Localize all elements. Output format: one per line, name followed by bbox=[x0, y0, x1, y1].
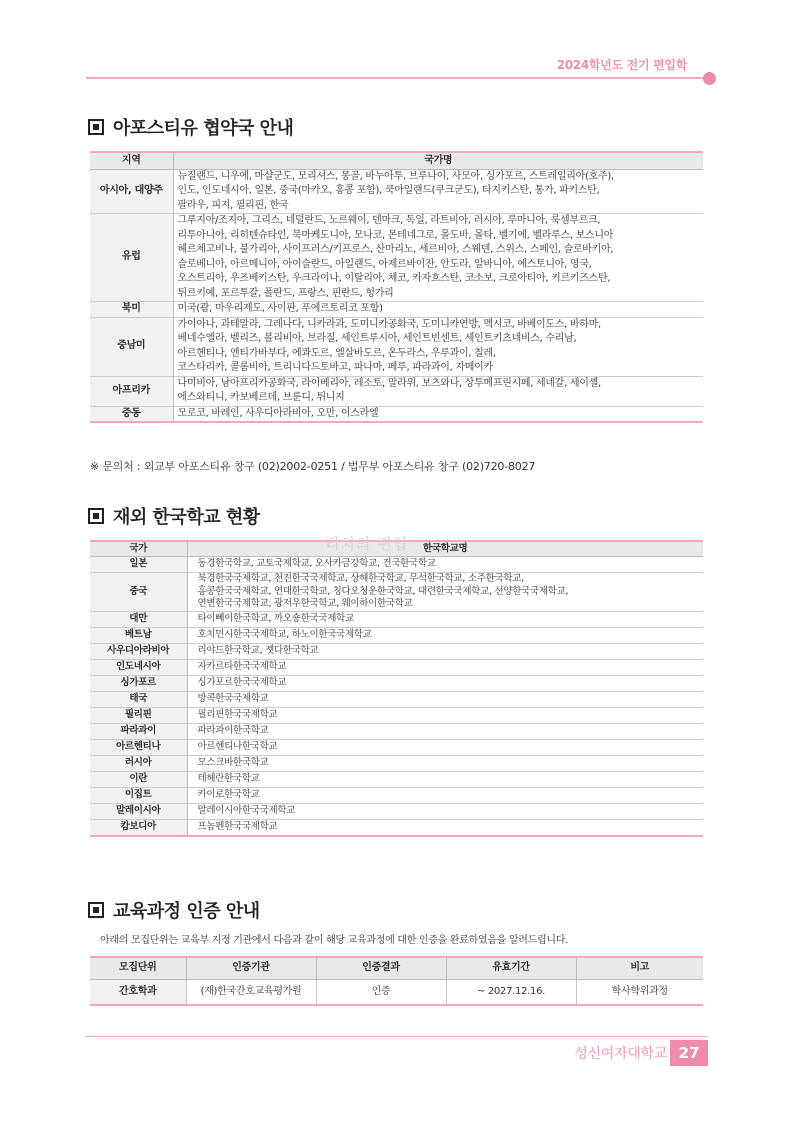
apostille-section-title bbox=[88, 114, 293, 140]
countries-cell bbox=[173, 376, 703, 406]
text-line: 아르헨티나한국학교 bbox=[197, 741, 278, 753]
schools-cell bbox=[187, 724, 703, 740]
text-line: 북경한국국제학교, 천진한국국제학교, 상해한국학교, 무석한국학교, 소주한국학교, bbox=[197, 572, 524, 584]
countries-cell bbox=[173, 302, 703, 318]
column-header-country: 국가 bbox=[90, 541, 187, 556]
text-line: 모로코, 바레인, 사우디아라비아, 오만, 이스라엘 bbox=[177, 407, 379, 419]
table-row bbox=[90, 644, 703, 660]
header-divider bbox=[86, 77, 708, 79]
country-cell: 대만 bbox=[90, 612, 187, 628]
table-row bbox=[90, 302, 703, 318]
text-line: 그루지아/조지아, 그리스, 네덜란드, 노르웨이, 덴마크, 독일, 라트비아, 러시아, 루마니아, 룩셈부르크, bbox=[177, 215, 601, 226]
table-row bbox=[90, 376, 703, 406]
cell-remark: 학사학위과정 bbox=[576, 979, 703, 1005]
square-bullet-icon bbox=[88, 508, 104, 524]
column-header-remark: 비고 bbox=[576, 957, 703, 979]
text-line: 튀르키예, 포르투갈, 폴란드, 프랑스, 핀란드, 헝가리 bbox=[177, 287, 394, 299]
text-line: 오스트리아, 우즈베키스탄, 우크라이나, 이탈리아, 체코, 카자흐스탄, 코소보, 크로아티아, 키르키즈스탄, bbox=[177, 273, 611, 284]
country-cell: 필리핀 bbox=[90, 708, 187, 724]
table-row bbox=[90, 804, 703, 820]
text-line: 동경한국학교, 교토국제학교, 오사카금강학교, 건국한국학교 bbox=[197, 557, 436, 569]
text-line: 베네수엘라, 벨리즈, 볼리비아, 브라질, 세인트루시아, 세인트빈센트, 세인트키츠네비스, 수리남, bbox=[177, 333, 577, 344]
column-header-agency: 인증기관 bbox=[186, 957, 316, 979]
text-line: 타이뻬이한국학교, 까오숑한국국제학교 bbox=[197, 613, 354, 625]
region-cell: 중남미 bbox=[90, 317, 173, 376]
table-row bbox=[90, 708, 703, 724]
country-cell: 캄보디아 bbox=[90, 820, 187, 836]
text-line: 자카르타한국국제학교 bbox=[197, 661, 287, 673]
schools-cell bbox=[187, 572, 703, 611]
text-line: 헤르체고비나, 불가리아, 사이프러스/키프로스, 산마리노, 세르비아, 스웨덴, 스위스, 스페인, 슬로바키아, bbox=[177, 244, 614, 255]
country-cell: 러시아 bbox=[90, 756, 187, 772]
column-header-countries: 국가명 bbox=[173, 152, 703, 169]
table-row bbox=[90, 820, 703, 836]
korean-schools-table bbox=[90, 540, 703, 837]
apostille-contact-note: ※ 문의처 : 외교부 아포스티유 창구 (02)2002-0251 / 법무부 아포스티유 창구 (02)720-8027 bbox=[90, 460, 536, 473]
table-row bbox=[90, 660, 703, 676]
countries-cell bbox=[173, 214, 703, 302]
schools-cell bbox=[187, 708, 703, 724]
page-number: 27 bbox=[670, 1040, 708, 1066]
schools-cell bbox=[187, 628, 703, 644]
accreditation-table-header bbox=[90, 957, 703, 979]
table-row bbox=[90, 692, 703, 708]
text-line: 나미비아, 남아프리카공화국, 라이베리아, 레소토, 말라위, 보츠와나, 상투메프린시페, 세네갈, 세이셸, bbox=[177, 377, 601, 389]
schools-cell bbox=[187, 820, 703, 836]
text-line: 싱가포르한국국제학교 bbox=[197, 677, 287, 689]
table-row bbox=[90, 788, 703, 804]
text-line: 필리핀한국국제학교 bbox=[197, 709, 278, 721]
apostille-table-header bbox=[90, 152, 703, 169]
country-cell: 중국 bbox=[90, 572, 187, 611]
apostille-title-text: 아포스티유 협약국 안내 bbox=[113, 118, 294, 139]
table-row bbox=[90, 556, 703, 572]
text-line: 미국(괌, 마우리제도, 사이판, 푸에르토리코 포함) bbox=[177, 303, 383, 314]
accreditation-section-title bbox=[88, 897, 260, 923]
country-cell: 말레이시아 bbox=[90, 804, 187, 820]
cell-unit: 간호학과 bbox=[90, 979, 186, 1005]
country-cell: 일본 bbox=[90, 556, 187, 572]
table-row bbox=[90, 724, 703, 740]
accreditation-description: 아래의 모집단위는 교육부 지정 기관에서 다음과 같이 해당 교육과정에 대한 인증을 완료하였음을 알려드립니다. bbox=[100, 935, 568, 946]
schools-cell bbox=[187, 556, 703, 572]
table-row bbox=[90, 628, 703, 644]
text-line: 말레이시아한국국제학교 bbox=[197, 805, 296, 817]
region-cell: 아시아, 대양주 bbox=[90, 169, 173, 214]
region-cell: 중동 bbox=[90, 406, 173, 422]
region-cell: 북미 bbox=[90, 302, 173, 318]
apostille-table bbox=[90, 151, 703, 423]
footer-school-name: 성신여자대학교 bbox=[574, 1046, 667, 1062]
accreditation-title-text: 교육과정 인증 안내 bbox=[113, 901, 260, 922]
header-title: 2024학년도 전기 편입학 bbox=[556, 58, 687, 72]
country-cell: 이집트 bbox=[90, 788, 187, 804]
cell-agency: (재)한국간호교육평가원 bbox=[186, 979, 316, 1005]
text-line: 연변한국국제학교, 광저우한국학교, 웨이하이한국학교 bbox=[197, 598, 413, 610]
country-cell: 인도네시아 bbox=[90, 660, 187, 676]
text-line: 코스타리카, 콜롬비아, 트리니다드토바고, 파나마, 페루, 파라과이, 자메이카 bbox=[177, 362, 493, 373]
square-bullet-icon bbox=[88, 119, 104, 135]
text-line: 프놈펜한국국제학교 bbox=[197, 821, 278, 833]
cell-result: 인증 bbox=[316, 979, 446, 1005]
schools-cell bbox=[187, 788, 703, 804]
column-header-unit: 모집단위 bbox=[90, 957, 186, 979]
text-line: 홍콩한국국제학교, 연대한국학교, 칭다오청운한국학교, 대련한국국제학교, 선양한국국제학교, bbox=[197, 585, 569, 597]
country-cell: 아르헨티나 bbox=[90, 740, 187, 756]
text-line: 모스크바한국학교 bbox=[197, 757, 269, 769]
country-cell: 태국 bbox=[90, 692, 187, 708]
schools-cell bbox=[187, 756, 703, 772]
countries-cell bbox=[173, 317, 703, 376]
korean-schools-title-text: 재외 한국학교 현황 bbox=[113, 507, 260, 528]
column-header-school-names: 한국학교명 bbox=[187, 541, 703, 556]
footer-divider bbox=[86, 1036, 708, 1037]
text-line: 호치민시한국국제학교, 하노이한국국제학교 bbox=[197, 629, 372, 641]
countries-cell bbox=[173, 169, 703, 214]
accreditation-table bbox=[90, 956, 703, 1006]
table-row bbox=[90, 572, 703, 611]
table-row bbox=[90, 612, 703, 628]
schools-cell bbox=[187, 644, 703, 660]
region-cell: 아프리카 bbox=[90, 376, 173, 406]
table-row bbox=[90, 756, 703, 772]
text-line: 테헤란한국학교 bbox=[197, 773, 260, 785]
country-cell: 이란 bbox=[90, 772, 187, 788]
text-line: 방콕한국국제학교 bbox=[197, 693, 269, 705]
text-line: 에스와티니, 카보베르데, 브룬디, 튀니지 bbox=[177, 392, 345, 403]
text-line: 파라과이한국학교 bbox=[197, 725, 269, 737]
text-line: 가이아나, 과테말라, 그레나다, 니카라과, 도미니카공화국, 도미니카연방, 멕시코, 바베이도스, 바하마, bbox=[177, 318, 601, 330]
country-cell: 베트남 bbox=[90, 628, 187, 644]
countries-cell bbox=[173, 406, 703, 422]
country-cell: 사우디아라비아 bbox=[90, 644, 187, 660]
header-dot bbox=[703, 72, 716, 85]
schools-cell bbox=[187, 804, 703, 820]
schools-cell bbox=[187, 772, 703, 788]
watermark: 리치의 편입 bbox=[325, 535, 409, 553]
text-line: 아르헨티나, 앤티가바부다, 에콰도르, 엘살바도르, 온두라스, 우루과이, 칠레, bbox=[177, 347, 496, 359]
schools-cell bbox=[187, 676, 703, 692]
cell-period: ~ 2027.12.16. bbox=[446, 979, 576, 1005]
table-row bbox=[90, 317, 703, 376]
square-bullet-icon bbox=[88, 902, 104, 918]
table-row bbox=[90, 979, 703, 1005]
country-cell: 싱가포르 bbox=[90, 676, 187, 692]
schools-cell bbox=[187, 692, 703, 708]
text-line: 리투아니아, 리히텐슈타인, 북마케도니아, 모나코, 몬테네그로, 몰도바, 몰타, 벨기에, 벨라루스, 보스니아 bbox=[177, 229, 614, 241]
schools-cell bbox=[187, 660, 703, 676]
text-line: 인도, 인도네시아, 일본, 중국(마카오, 홍콩 포함), 쿡아일랜드(쿠크군도), 타지키스탄, 통가, 파키스탄, bbox=[177, 185, 600, 196]
column-header-region: 지역 bbox=[90, 152, 173, 169]
table-row bbox=[90, 772, 703, 788]
column-header-period: 유효기간 bbox=[446, 957, 576, 979]
country-cell: 파라과이 bbox=[90, 724, 187, 740]
table-row bbox=[90, 676, 703, 692]
region-cell: 유럽 bbox=[90, 214, 173, 302]
schools-cell bbox=[187, 740, 703, 756]
table-row bbox=[90, 740, 703, 756]
table-row bbox=[90, 214, 703, 302]
korean-schools-section-title bbox=[88, 503, 260, 529]
text-line: 슬로베니아, 아르메니아, 아이슬란드, 아일랜드, 아제르바이잔, 안도라, 알바니아, 에스토니아, 영국, bbox=[177, 258, 592, 270]
table-row bbox=[90, 406, 703, 422]
text-line: 팔라우, 피지, 필리핀, 한국 bbox=[177, 199, 289, 211]
text-line: 카이로한국학교 bbox=[197, 789, 260, 801]
column-header-result: 인증결과 bbox=[316, 957, 446, 979]
schools-cell bbox=[187, 612, 703, 628]
text-line: 리야드한국학교, 젯다한국학교 bbox=[197, 645, 319, 657]
table-row bbox=[90, 169, 703, 214]
text-line: 뉴질랜드, 니우에, 마샬군도, 모리셔스, 몽골, 바누아투, 브루나이, 사모아, 싱가포르, 스트레일리아(호주), bbox=[177, 170, 614, 182]
